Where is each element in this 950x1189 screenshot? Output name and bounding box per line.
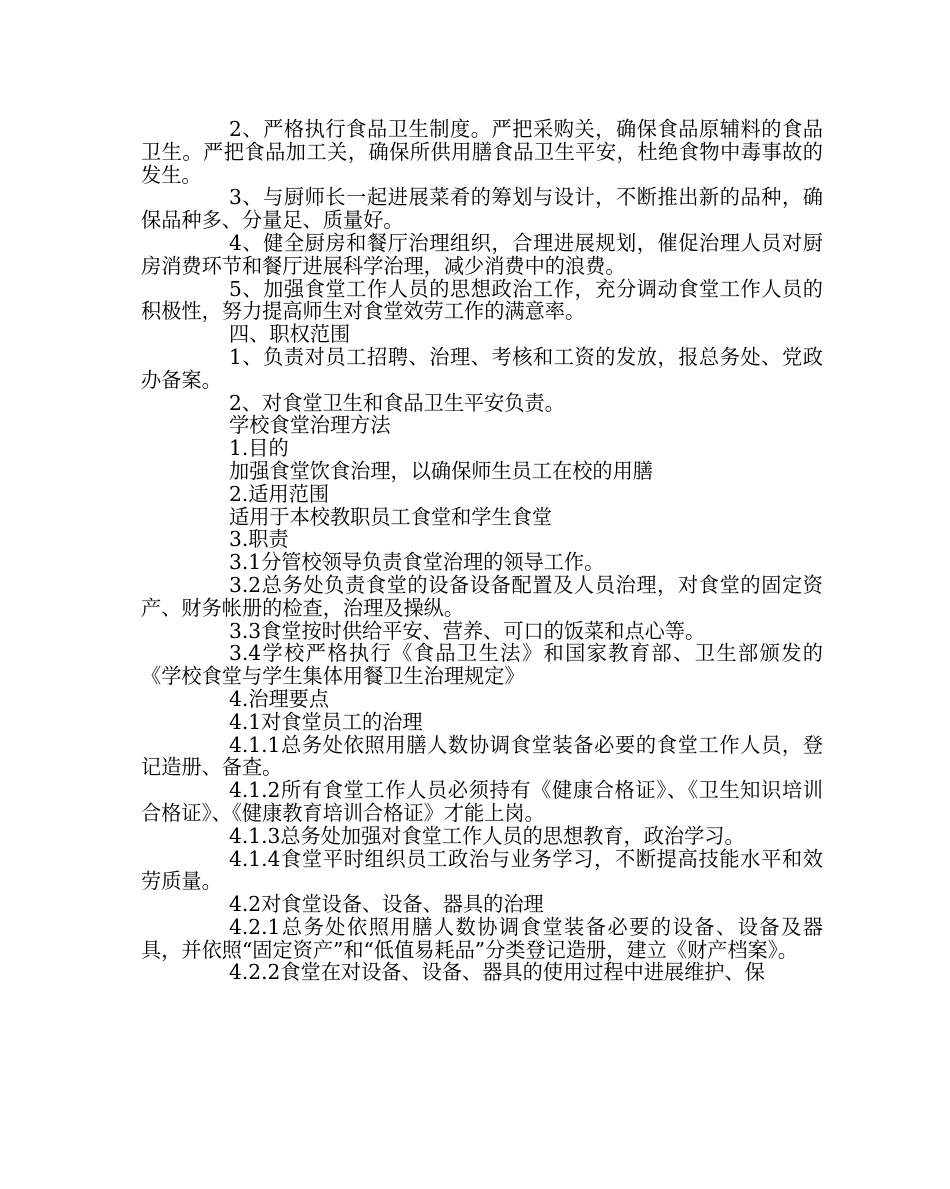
section-heading: 1.目的 bbox=[229, 436, 289, 461]
paragraph: 4、健全厨房和餐厅治理组织，合理进展规划，催促治理人员对厨房消费环节和餐厅进展科学治理，减少消费中的浪费。 bbox=[141, 230, 823, 278]
paragraph: 2、严格执行食品卫生制度。严把采购关，确保食品原辅料的食品卫生。严把食品加工关，确保所供用膳食品卫生平安，杜绝食物中毒事故的发生。 bbox=[141, 117, 823, 187]
paragraph: 3.4学校严格执行《食品卫生法》和国家教育部、卫生部颁发的《学校食堂与学生集体用餐卫生治理规定》 bbox=[141, 641, 823, 689]
paragraph: 加强食堂饮食治理，以确保师生员工在校的用膳 bbox=[229, 458, 653, 483]
subsection-heading: 4.1对食堂员工的治理 bbox=[229, 709, 423, 734]
section-heading: 3.职责 bbox=[229, 527, 289, 552]
paragraph: 3.2总务处负责食堂的设备设备配置及人员治理，对食堂的固定资产、财务帐册的检查，治理及操纵。 bbox=[141, 572, 823, 620]
section-heading: 2.适用范围 bbox=[229, 481, 330, 506]
paragraph: 4.1.4食堂平时组织员工政治与业务学习，不断提高技能水平和效劳质量。 bbox=[141, 846, 823, 894]
paragraph: 3、与厨师长一起进展菜肴的筹划与设计，不断推出新的品种，确保品种多、分量足、质量好。 bbox=[141, 185, 823, 233]
paragraph: 4.1.2所有食堂工作人员必须持有《健康合格证》、《卫生知识培训合格证》、《健康教育培训合格证》才能上岗。 bbox=[141, 778, 823, 825]
paragraph: 4.2.1总务处依照用膳人数协调食堂装备必要的设备、设备及器具，并依照“固定资产”和“低值易耗品”分类登记造册，建立《财产档案》。 bbox=[141, 914, 823, 962]
paragraph: 2、对食堂卫生和食品卫生平安负责。 bbox=[229, 390, 565, 415]
paragraph: 3.3食堂按时供给平安、营养、可口的饭菜和点心等。 bbox=[229, 618, 706, 643]
section-heading: 四、职权范围 bbox=[229, 322, 351, 347]
paragraph: 1、负责对员工招聘、治理、考核和工资的发放，报总务处、党政办备案。 bbox=[141, 344, 823, 392]
paragraph: 4.2.2食堂在对设备、设备、器具的使用过程中进展维护、保 bbox=[229, 960, 765, 985]
subsection-heading: 4.2对食堂设备、设备、器具的治理 bbox=[229, 892, 544, 917]
paragraph: 5、加强食堂工作人员的思想政治工作，充分调动食堂工作人员的积极性，努力提高师生对食堂效劳工作的满意率。 bbox=[141, 276, 823, 324]
document-body bbox=[141, 118, 823, 984]
paragraph: 3.1分管校领导负责食堂治理的领导工作。 bbox=[229, 550, 605, 575]
section-heading: 4.治理要点 bbox=[229, 686, 330, 711]
paragraph: 4.1.1总务处依照用膳人数协调食堂装备必要的食堂工作人员，登记造册、备查。 bbox=[141, 732, 823, 780]
section-heading: 学校食堂治理方法 bbox=[229, 413, 391, 438]
paragraph: 适用于本校教职员工食堂和学生食堂 bbox=[229, 504, 553, 529]
paragraph: 4.1.3总务处加强对食堂工作人员的思想教育，政治学习。 bbox=[229, 823, 745, 848]
